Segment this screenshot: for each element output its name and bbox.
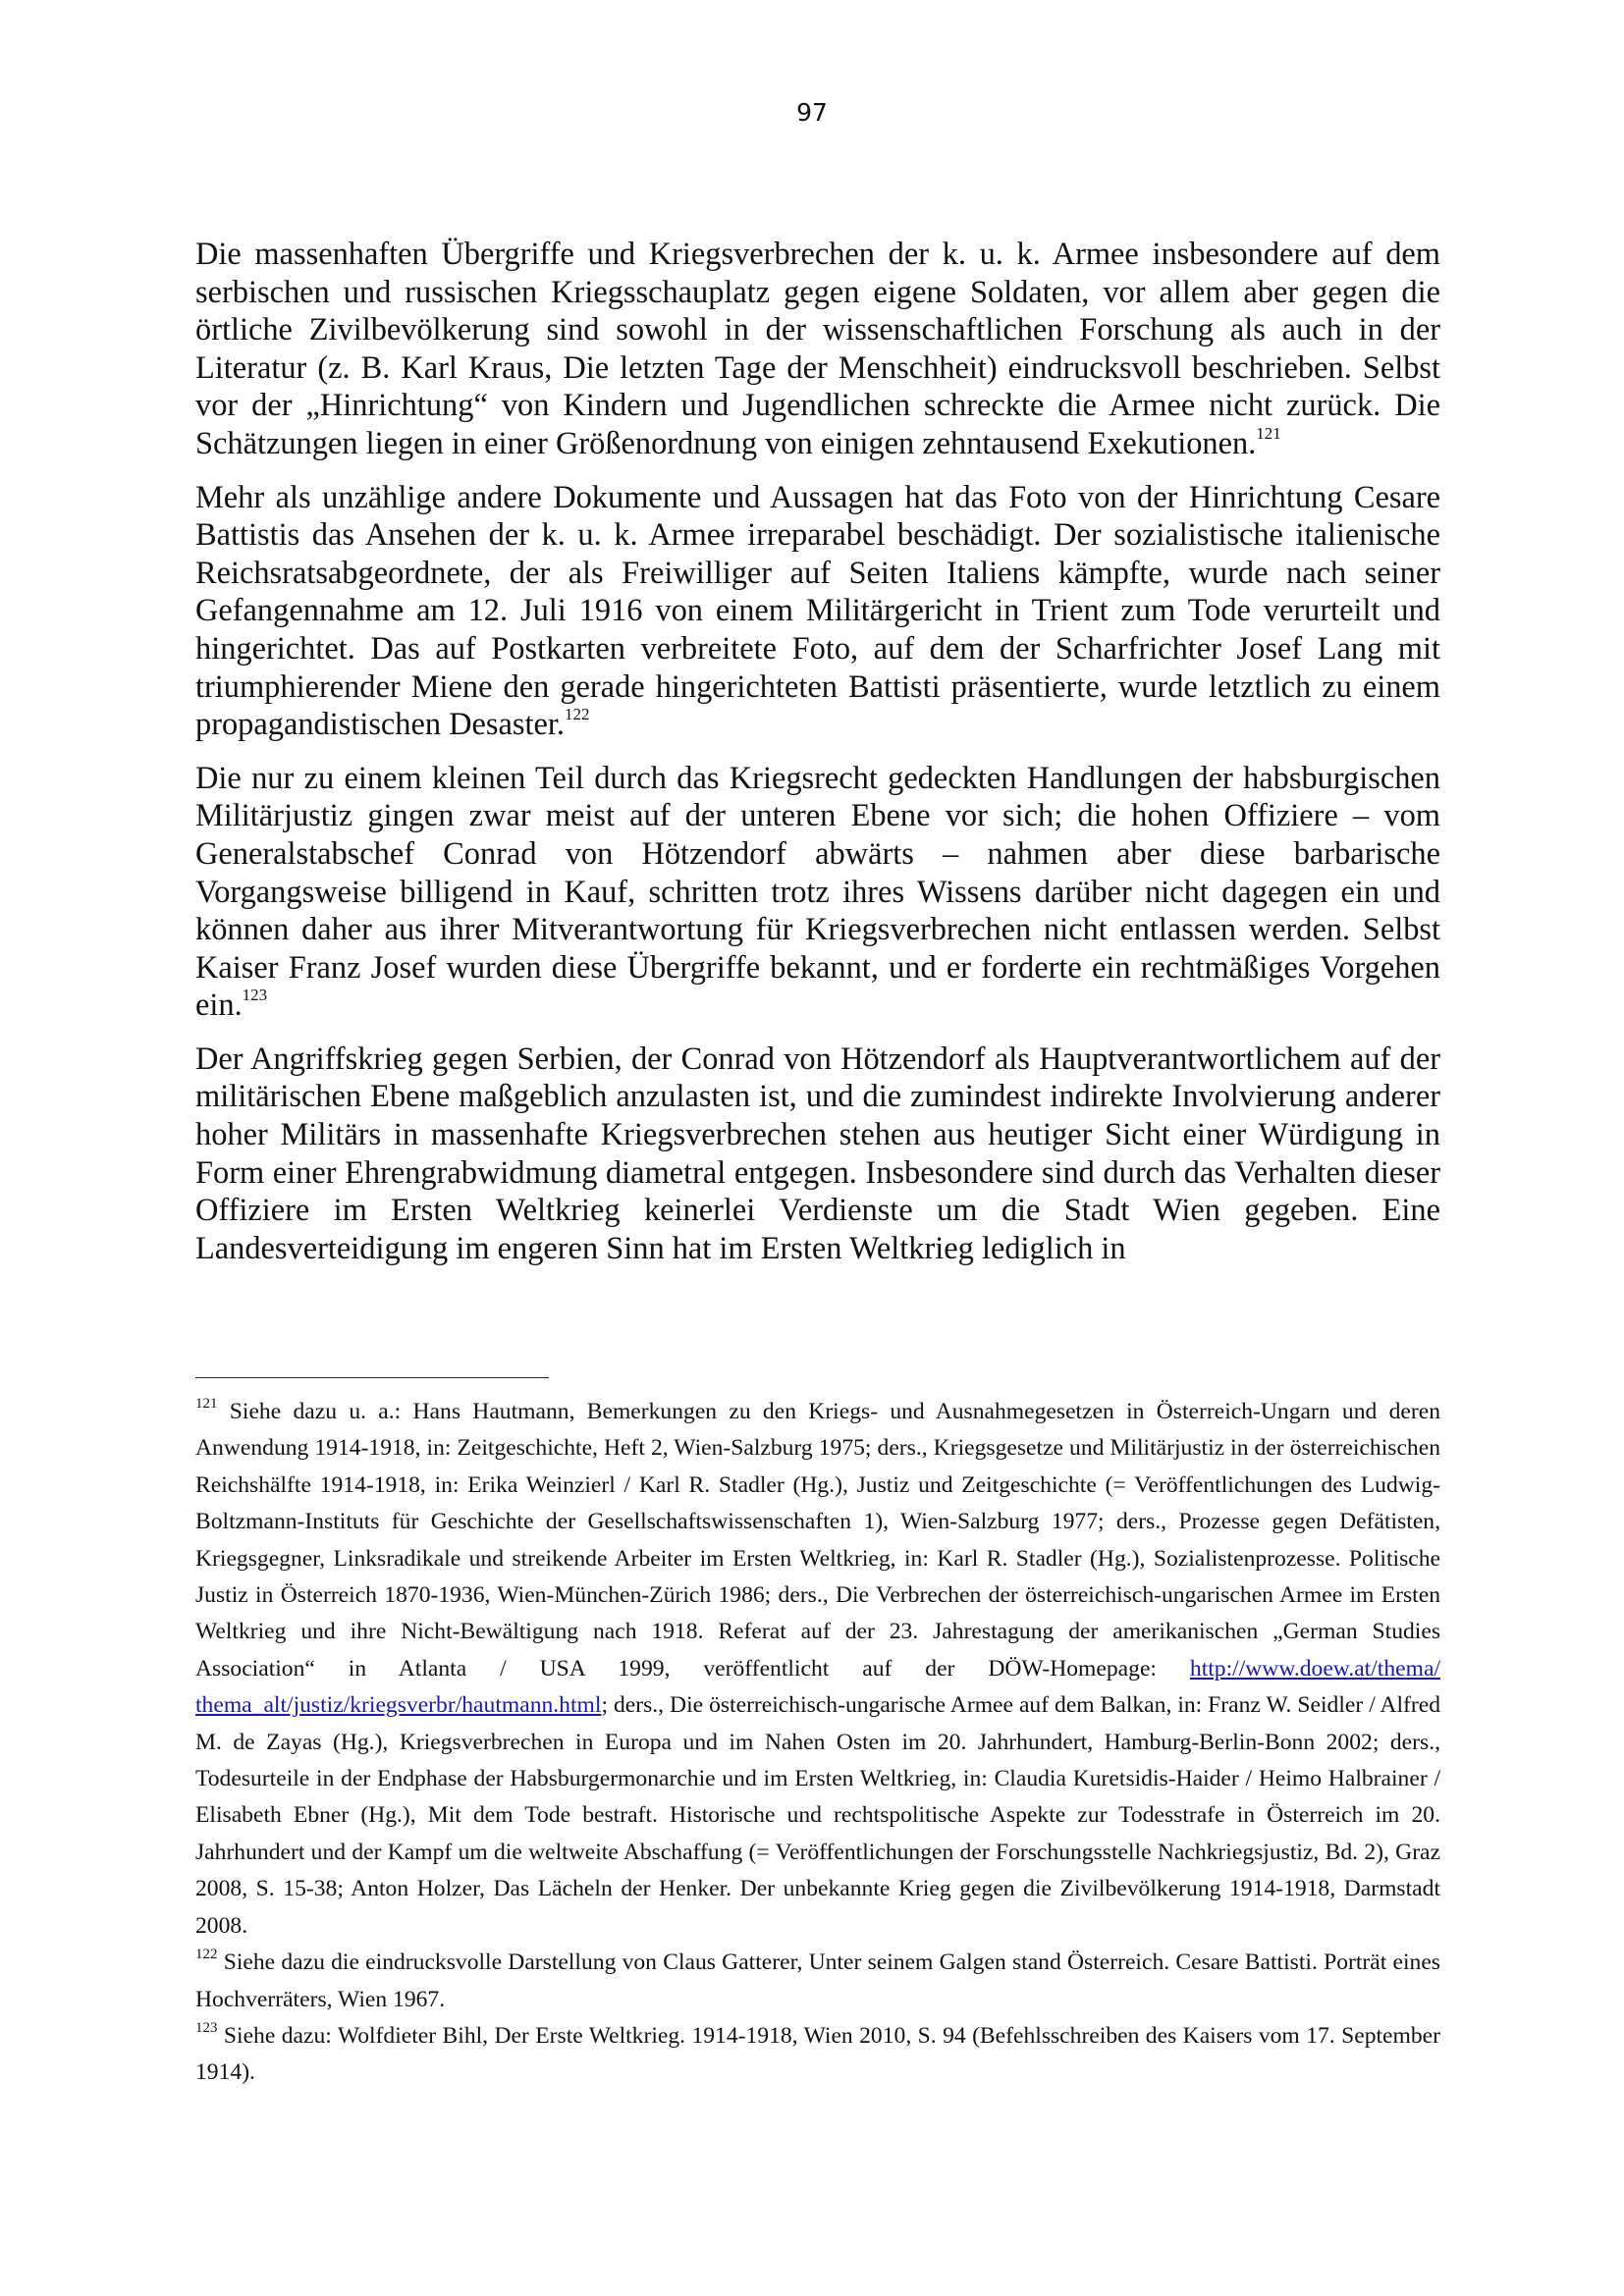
footnote-122	[195, 1945, 1440, 2018]
paragraph-4-text: Der Angriffskrieg gegen Serbien, der Conrad von Hötzendorf als Hauptverantwortlichem auf der militärischen Ebene maßgeblich anzulasten ist, und die zumindest indirekte Involvierung anderer hoher Militärs in massenhafte Kriegsverbrechen stehen aus heutiger Sicht einer Würdigung in Form einer Ehrengrabwidmung diametral entgegen. Insbesondere sind durch das Verhalten dieser Offiziere im Ersten Weltkrieg keinerlei Verdienste um die Stadt Wien gegeben. Eine Landesverteidigung im engeren Sinn hat im Ersten Weltkrieg lediglich in	[195, 1041, 1440, 1266]
footnotes	[195, 1394, 1440, 2092]
footnote-separator	[195, 1377, 549, 1378]
footnote-123	[195, 2018, 1440, 2092]
footnote-text: ; ders., Die österreichisch-ungarische Armee auf dem Balkan, in: Franz W. Seidler / Alfred M. de Zayas (Hg.), Kriegsverbrechen in Europa und im Nahen Osten im 20. Jahrhundert, Hamburg-Berlin-Bonn 2002; ders., Todesurteile in der Endphase der Habsburgermonarchie und im Ersten Weltkrieg, in: Claudia Kuretsidis-Haider / Heimo Halbrainer / Elisabeth Ebner (Hg.), Mit dem Tode bestraft. Historische und rechtspolitische Aspekte zur Todesstrafe in Österreich im 20. Jahrhundert und der Kampf um die weltweite Abschaffung (= Veröffentlichungen der Forschungsstelle Nachkriegsjustiz, Bd. 2), Graz 2008, S. 15-38; Anton Holzer, Das Lächeln der Henker. Der unbekannte Krieg gegen die Zivilbevölkerung 1914-1918, Darmstadt 2008.	[195, 1692, 1440, 1939]
footnote-ref-122[interactable]: 122	[565, 705, 590, 724]
paragraph-1-text: Die massenhaften Übergriffe und Kriegsverbrechen der k. u. k. Armee insbesondere auf dem serbischen und russischen Kriegsschauplatz gegen eigene Soldaten, vor allem aber gegen die örtliche Zivilbevölkerung sind sowohl in der wissenschaftlichen Forschung als auch in der Literatur (z. B. Karl Kraus, Die letzten Tage der Menschheit) eindrucksvoll beschrieben. Selbst vor der „Hinrichtung“ von Kindern und Jugendlichen schreckte die Armee nicht zurück. Die Schätzungen liegen in einer Größenordnung von einigen zehntausend Exekutionen.	[195, 237, 1440, 461]
footnote-ref-123[interactable]: 123	[242, 986, 268, 1005]
paragraph-2	[195, 479, 1440, 744]
doew-link[interactable]: http://www.doew.at/thema/ thema_alt/justiz/kriegsverbr/hautmann.html	[195, 1655, 1440, 1719]
footnote-text: Siehe dazu die eindrucksvolle Darstellung von Claus Gatterer, Unter seinem Galgen stand Österreich. Cesare Battisti. Porträt eines Hochverräters, Wien 1967.	[195, 1949, 1440, 2012]
footnote-number: 122	[195, 1947, 218, 1963]
footnote-ref-121[interactable]: 121	[1256, 423, 1281, 443]
paragraph-3	[195, 760, 1440, 1025]
paragraph-1	[195, 236, 1440, 463]
footnote-121	[195, 1394, 1440, 1945]
paragraph-4	[195, 1041, 1440, 1268]
main-text	[195, 236, 1440, 1283]
footnote-number: 121	[195, 1396, 218, 1412]
paragraph-2-text: Mehr als unzählige andere Dokumente und Aussagen hat das Foto von der Hinrichtung Cesare Battistis das Ansehen der k. u. k. Armee irreparabel beschädigt. Der sozialistische italienische Reichsratsabgeordnete, der als Freiwilliger auf Seiten Italiens kämpfte, wurde nach seiner Gefangennahme am 12. Juli 1916 von einem Militärgericht in Trient zum Tode verurteilt und hingerichtet. Das auf Postkarten verbreitete Foto, auf dem der Scharfrichter Josef Lang mit triumphierender Miene den gerade hingerichteten Battisti präsentierte, wurde letztlich zu einem propagandistischen Desaster.	[195, 479, 1440, 743]
footnote-text: Siehe dazu: Wolfdieter Bihl, Der Erste Weltkrieg. 1914-1918, Wien 2010, S. 94 (Befehlsschreiben des Kaisers vom 17. September 1914).	[195, 2022, 1440, 2086]
footnote-text: Siehe dazu u. a.: Hans Hautmann, Bemerkungen zu den Kriegs- und Ausnahmegesetzen in Österreich-Ungarn und deren Anwendung 1914-1918, in: Zeitgeschichte, Heft 2, Wien-Salzburg 1975; ders., Kriegsgesetze und Militärjustiz in der österreichischen Reichshälfte 1914-1918, in: Erika Weinzierl / Karl R. Stadler (Hg.), Justiz und Zeitgeschichte (= Veröffentlichungen des Ludwig-Boltzmann-Instituts für Geschichte der Gesellschaftswissenschaften 1), Wien-Salzburg 1977; ders., Prozesse gegen Defätisten, Kriegsgegner, Linksradikale und streikende Arbeiter im Ersten Weltkrieg, in: Karl R. Stadler (Hg.), Sozialistenprozesse. Politische Justiz in Österreich 1870-1936, Wien-München-Zürich 1986; ders., Die Verbrechen der österreichisch-ungarischen Armee im Ersten Weltkrieg und ihre Nicht-Bewältigung nach 1918. Referat auf der 23. Jahrestagung der amerikanischen „German Studies Association“ in Atlanta / USA 1999, veröffentlicht auf der DÖW-Homepage:	[195, 1399, 1440, 1682]
page-number: 97	[796, 98, 828, 127]
footnote-number: 123	[195, 2019, 218, 2036]
paragraph-3-text: Die nur zu einem kleinen Teil durch das Kriegsrecht gedeckten Handlungen der habsburgischen Militärjustiz gingen zwar meist auf der unteren Ebene vor sich; die hohen Offiziere – vom Generalstabschef Conrad von Hötzendorf abwärts – nahmen aber diese barbarische Vorgangsweise billigend in Kauf, schritten trotz ihres Wissens darüber nicht dagegen ein und können daher aus ihrer Mitverantwortung für Kriegsverbrechen nicht entlassen werden. Selbst Kaiser Franz Josef wurden diese Übergriffe bekannt, und er forderte ein rechtmäßiges Vorgehen ein.	[195, 760, 1440, 1024]
